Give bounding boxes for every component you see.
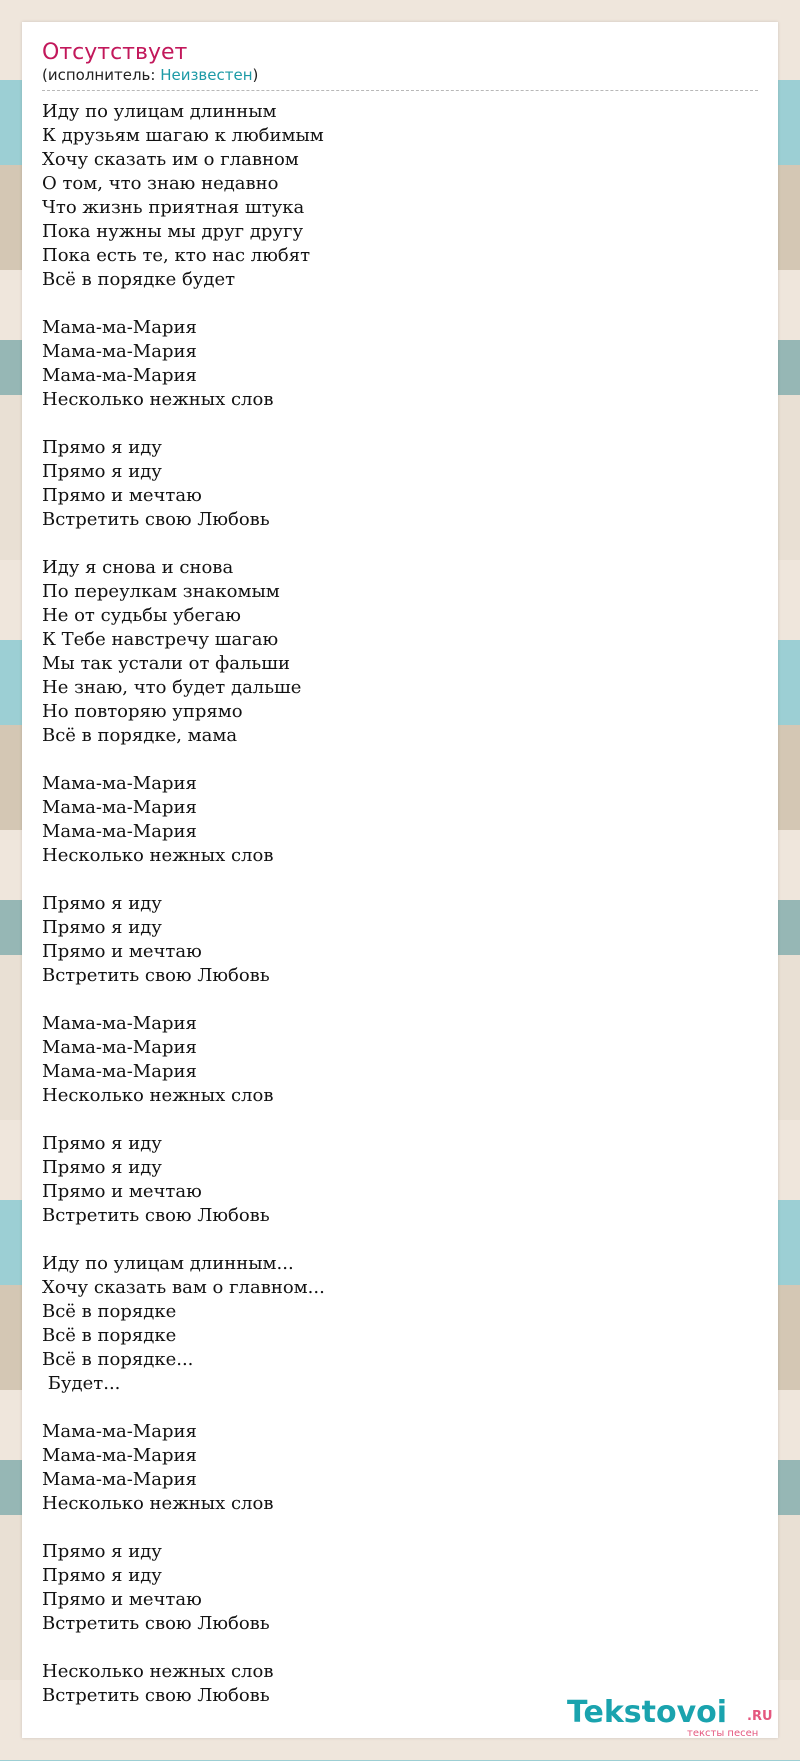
logo-tld: .RU [747, 1709, 773, 1724]
artist-suffix: ) [252, 66, 259, 84]
header-divider [42, 90, 758, 91]
artist-link[interactable]: Неизвестен [160, 66, 253, 84]
song-header [42, 40, 758, 84]
lyrics-text: Иду по улицам длинным К друзьям шагаю к любимым Хочу сказать им о главном О том, что знаю недавно Что жизнь приятная штука Пока нужны мы друг другу Пока есть те, кто нас любят Всё в порядке будет Мама-ма-Мария Мама-ма-Мария Мама-ма-Мария Несколько нежных слов Прямо я иду Прямо я иду Прямо и мечтаю Встретить свою Любовь Иду я снова и снова По переулкам знакомым Не от судьбы убегаю К Тебе навстречу шагаю Мы так устали от фальши Не знаю, что будет дальше Но повторяю упрямо Всё в порядке, мама Мама-ма-Мария Мама-ма-Мария Мама-ма-Мария Несколько нежных слов Прямо я иду Прямо я иду Прямо и мечтаю Встретить свою Любовь Мама-ма-Мария Мама-ма-Мария Мама-ма-Мария Несколько нежных слов Прямо я иду Прямо я иду Прямо и мечтаю Встретить свою Любовь Иду по улицам длинным... Хочу сказать вам о главном... Всё в порядке Всё в порядке Всё в порядке... Будет... Мама-ма-Мария Мама-ма-Мария Мама-ма-Мария Несколько нежных слов Прямо я иду Прямо я иду Прямо и мечтаю Встретить свою Любовь Несколько нежных слов Встретить свою Любовь [42, 101, 325, 1706]
song-title: Отсутствует [42, 40, 188, 65]
song-artist-line [42, 66, 758, 84]
artist-prefix: (исполнитель: [42, 66, 161, 84]
tekstovoi-logo[interactable] [567, 1696, 772, 1742]
logo-name: Tekstovoi [567, 1695, 728, 1730]
lyrics-card [22, 22, 778, 1738]
logo-tagline: тексты песен [687, 1728, 759, 1739]
